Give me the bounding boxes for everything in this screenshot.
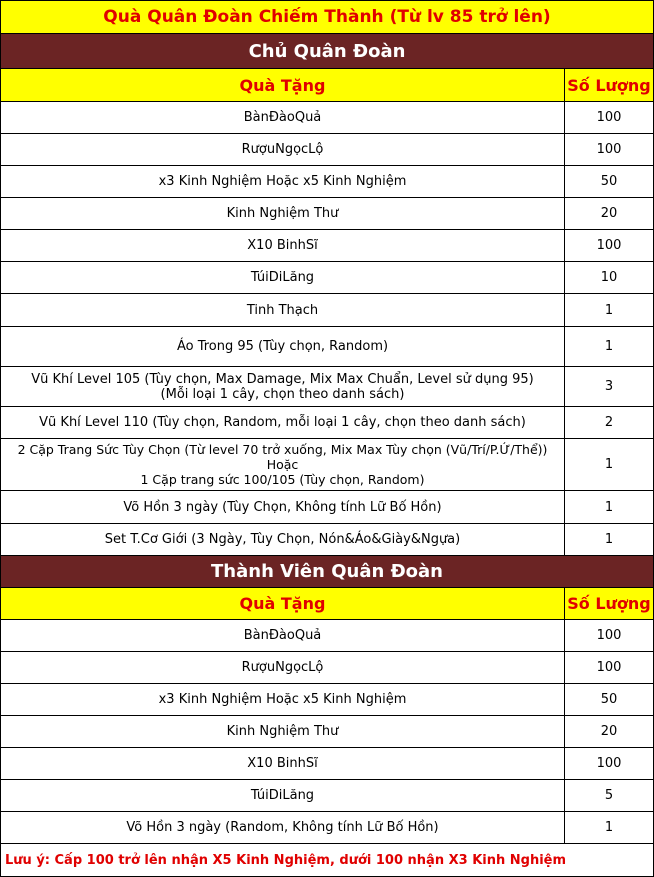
gift-quantity: 1 — [564, 327, 654, 367]
gift-quantity: 100 — [564, 652, 654, 684]
gift-quantity: 5 — [564, 780, 654, 812]
table-row — [0, 812, 654, 844]
gift-quantity: 1 — [564, 439, 654, 491]
gift-quantity: 100 — [564, 134, 654, 166]
section-header-leader: Chủ Quân Đoàn — [0, 34, 654, 69]
gift-name: 2 Cặp Trang Sức Tùy Chọn (Từ level 70 trở xuống, Mix Max Tùy chọn (Vũ/Trí/P.Ứ/Thể)) Hoặc 1 Cặp trang sức 100/105 (Tùy chọn, Random) — [0, 439, 564, 491]
gift-name: TúiDiLăng — [0, 780, 564, 812]
gift-quantity: 2 — [564, 407, 654, 439]
column-header-gift: Quà Tặng — [0, 588, 564, 620]
gift-name: RượuNgọcLộ — [0, 652, 564, 684]
gift-quantity: 1 — [564, 812, 654, 844]
table-row — [0, 102, 654, 134]
table-row — [0, 684, 654, 716]
gift-name: TúiDiLăng — [0, 262, 564, 294]
table-row — [0, 620, 654, 652]
section-header-member: Thành Viên Quân Đoàn — [0, 556, 654, 588]
table-row — [0, 166, 654, 198]
table-row — [0, 748, 654, 780]
gift-name: Vũ Khí Level 110 (Tùy chọn, Random, mỗi loại 1 cây, chọn theo danh sách) — [0, 407, 564, 439]
gift-name: X10 BinhSĩ — [0, 230, 564, 262]
gift-name: Set T.Cơ Giới (3 Ngày, Tùy Chọn, Nón&Áo&Giày&Ngựa) — [0, 524, 564, 556]
gift-name: Tinh Thạch — [0, 294, 564, 327]
gift-quantity: 100 — [564, 620, 654, 652]
gift-quantity: 1 — [564, 294, 654, 327]
gift-quantity: 1 — [564, 524, 654, 556]
gift-name: Võ Hồn 3 ngày (Random, Không tính Lữ Bố Hồn) — [0, 812, 564, 844]
gift-quantity: 20 — [564, 716, 654, 748]
gift-quantity: 100 — [564, 230, 654, 262]
gift-quantity: 1 — [564, 491, 654, 524]
table-row — [0, 198, 654, 230]
gift-name: RượuNgọcLộ — [0, 134, 564, 166]
gift-quantity: 20 — [564, 198, 654, 230]
gift-quantity: 3 — [564, 367, 654, 407]
gift-name: BànĐàoQuả — [0, 620, 564, 652]
gift-quantity: 50 — [564, 684, 654, 716]
gift-name: x3 Kinh Nghiệm Hoặc x5 Kinh Nghiệm — [0, 684, 564, 716]
table-row — [0, 439, 654, 491]
table-row — [0, 780, 654, 812]
table-row — [0, 294, 654, 327]
footnote: Lưu ý: Cấp 100 trở lên nhận X5 Kinh Nghiệm, dưới 100 nhận X3 Kinh Nghiệm — [0, 844, 654, 877]
gift-name: X10 BinhSĩ — [0, 748, 564, 780]
table-row — [0, 134, 654, 166]
column-header-quantity: Số Lượng — [564, 69, 654, 102]
table-title: Quà Quân Đoàn Chiếm Thành (Từ lv 85 trở lên) — [0, 0, 654, 34]
column-header-quantity: Số Lượng — [564, 588, 654, 620]
gift-name: Áo Trong 95 (Tùy chọn, Random) — [0, 327, 564, 367]
table-row — [0, 230, 654, 262]
table-row — [0, 327, 654, 367]
gift-quantity: 10 — [564, 262, 654, 294]
table-row — [0, 262, 654, 294]
gift-name: Kinh Nghiệm Thư — [0, 198, 564, 230]
table-row — [0, 652, 654, 684]
gift-quantity: 100 — [564, 102, 654, 134]
table-row — [0, 716, 654, 748]
table-row — [0, 491, 654, 524]
gift-name: Võ Hồn 3 ngày (Tùy Chọn, Không tính Lữ Bố Hồn) — [0, 491, 564, 524]
column-header-gift: Quà Tặng — [0, 69, 564, 102]
gift-name: BànĐàoQuả — [0, 102, 564, 134]
gift-quantity: 50 — [564, 166, 654, 198]
table-row — [0, 367, 654, 407]
gift-name: x3 Kinh Nghiệm Hoặc x5 Kinh Nghiệm — [0, 166, 564, 198]
gift-name: Kinh Nghiệm Thư — [0, 716, 564, 748]
gift-name: Vũ Khí Level 105 (Tùy chọn, Max Damage, Mix Max Chuẩn, Level sử dụng 95) (Mỗi loại 1 cây, chọn theo danh sách) — [0, 367, 564, 407]
gift-quantity: 100 — [564, 748, 654, 780]
table-row — [0, 524, 654, 556]
table-row — [0, 407, 654, 439]
